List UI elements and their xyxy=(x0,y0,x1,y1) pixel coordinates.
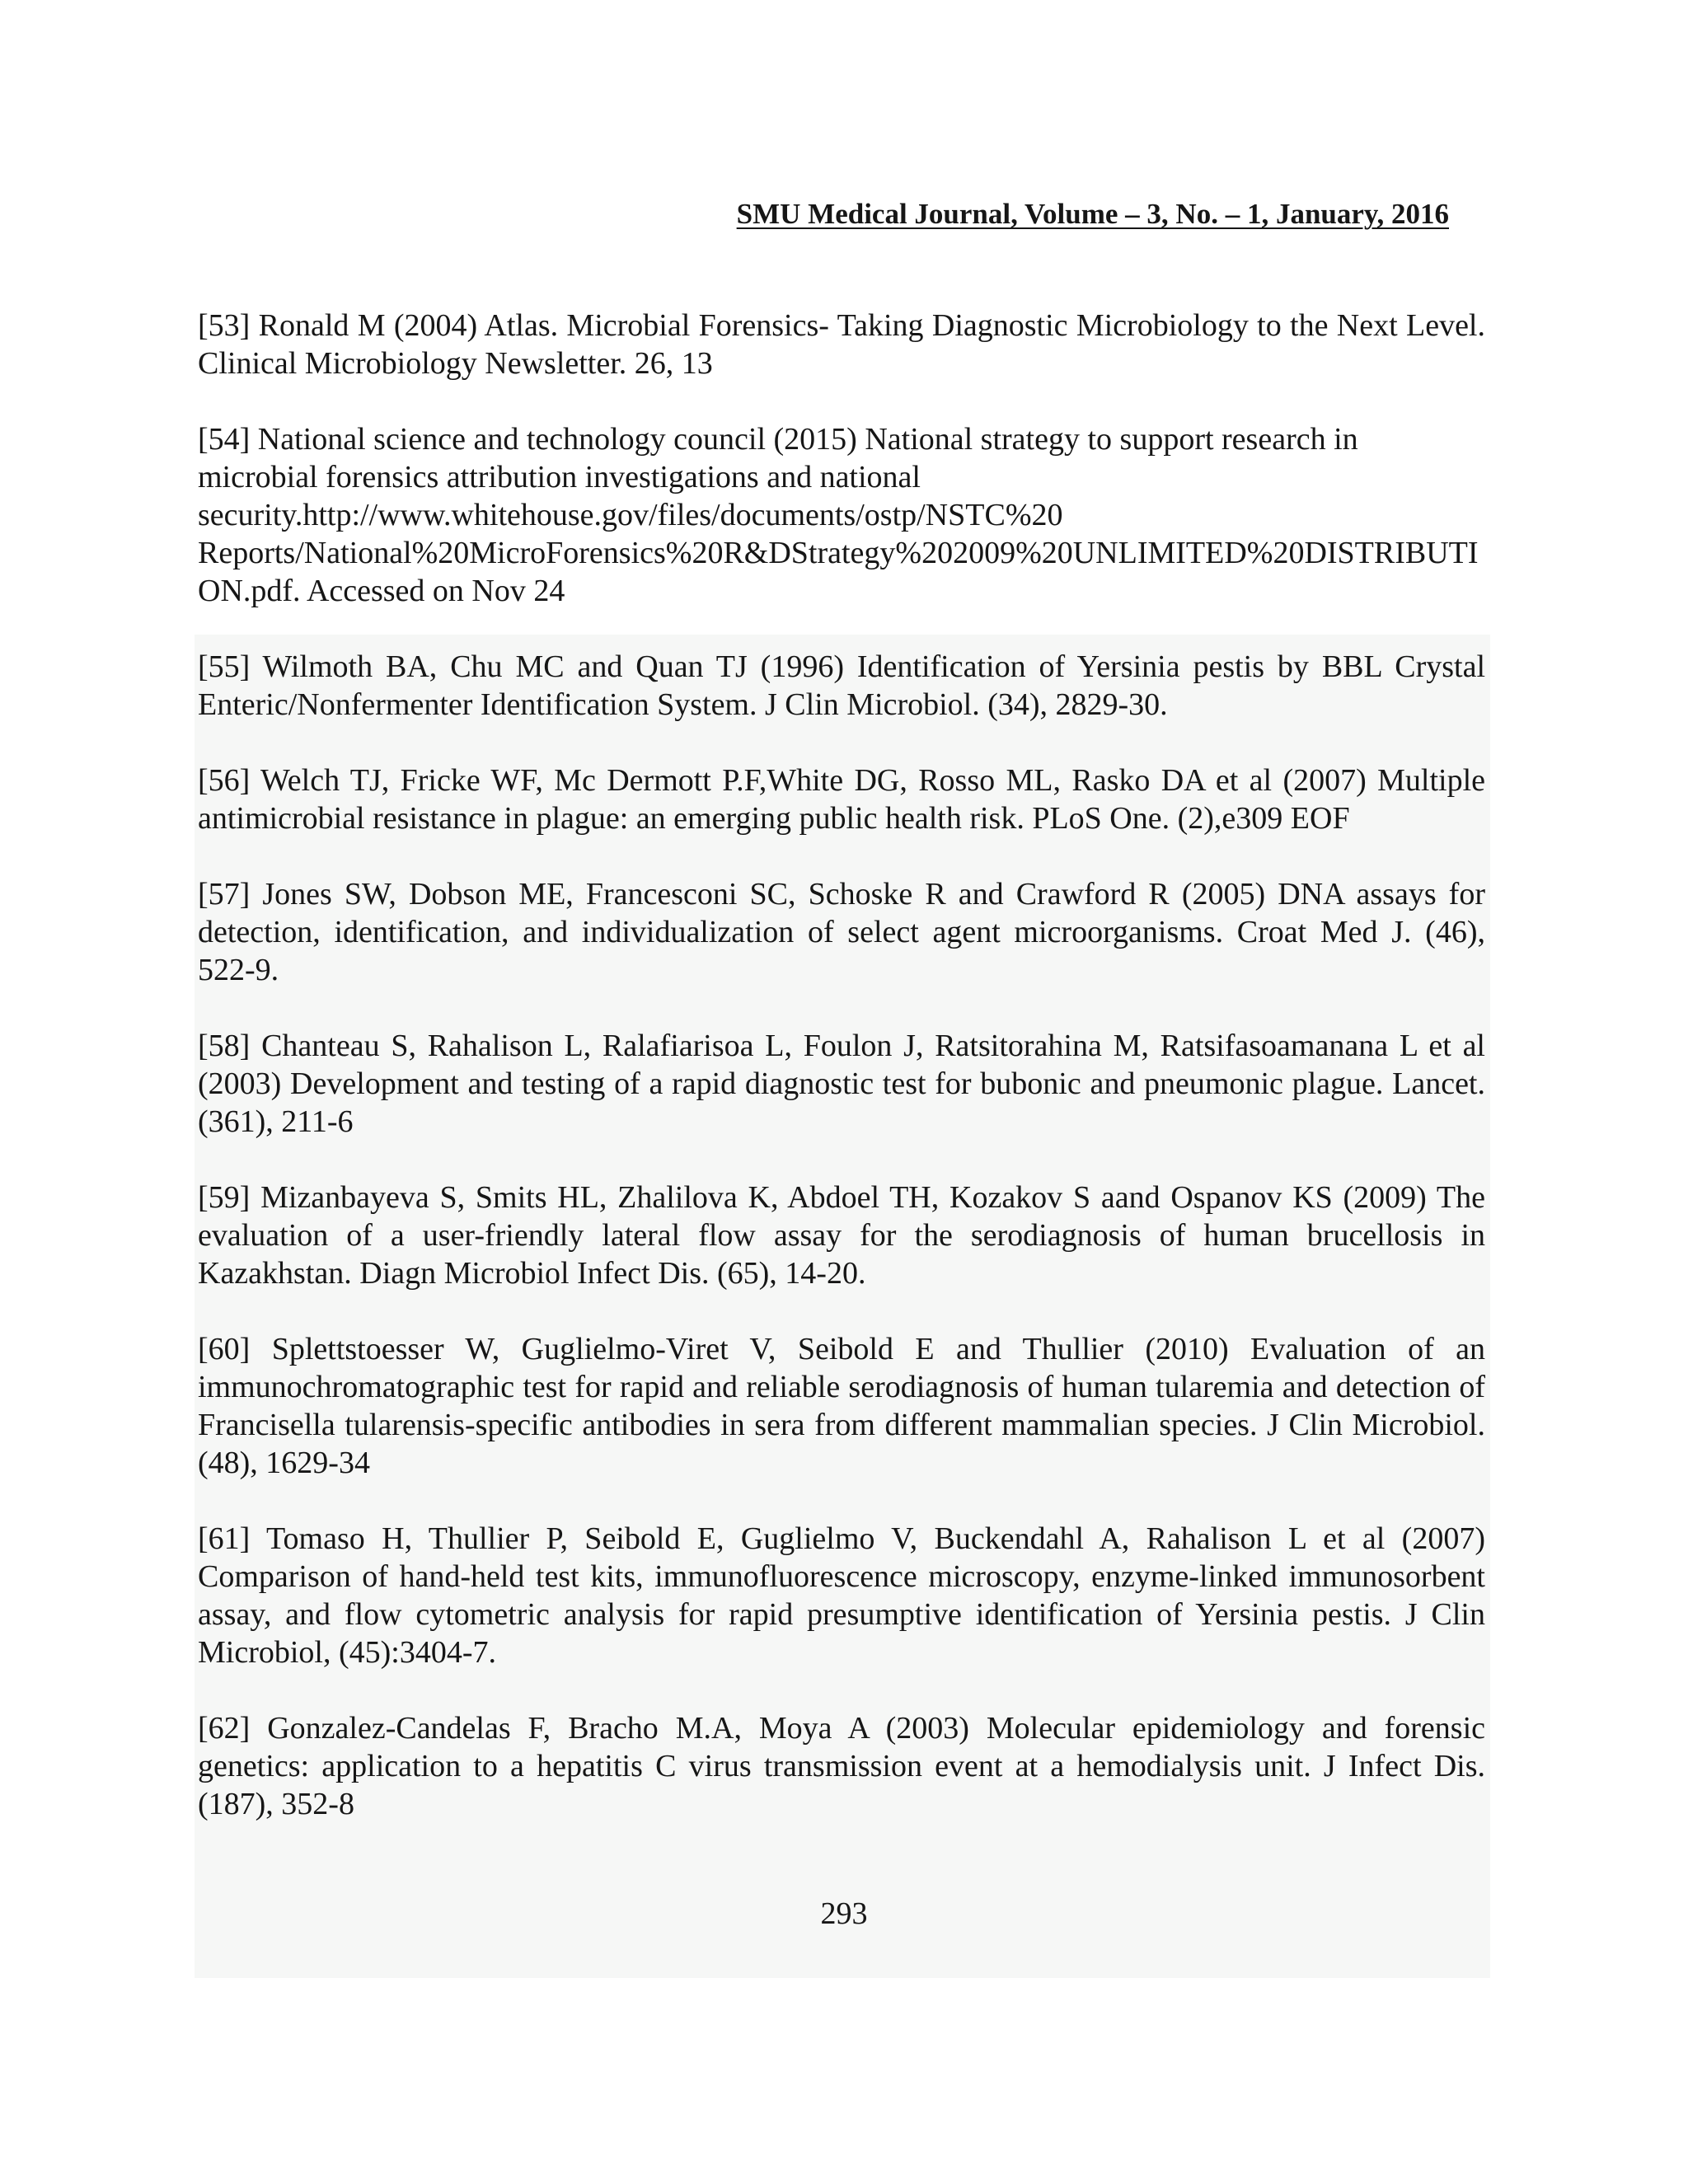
reference-58: [58] Chanteau S, Rahalison L, Ralafiarisoa L, Foulon J, Ratsitorahina M, Ratsifasoamanana L et al (2003) Development and testing of a rapid diagnostic test for bubonic and pneumonic plague. Lancet. (361), 211-6 xyxy=(198,1029,1485,1139)
reference-54: [54] National science and technology council (2015) National strategy to support research in microbial forensics attribution investigations and national security.http://www.whitehouse.gov/files/documents/ostp/NSTC%20 Reports/National%20MicroForensics%20R&DStrategy%202009%20UNLIMITED%20DISTRIBUTION.pdf. Accessed on Nov 24 xyxy=(198,422,1479,608)
reference-59: [59] Mizanbayeva S, Smits HL, Zhalilova K, Abdoel TH, Kozakov S aand Ospanov KS (2009) The evaluation of a user-friendly lateral flow assay for the serodiagnosis of human brucellosis in Kazakhstan. Diagn Microbiol Infect Dis. (65), 14-20. xyxy=(198,1180,1485,1291)
reference-62: [62] Gonzalez-Candelas F, Bracho M.A, Moya A (2003) Molecular epidemiology and forensic genetics: application to a hepatitis C virus transmission event at a hemodialysis unit. J Infect Dis. (187), 352-8 xyxy=(198,1711,1485,1821)
reference-53: [53] Ronald M (2004) Atlas. Microbial Forensics- Taking Diagnostic Microbiology to the Next Level. Clinical Microbiology Newsletter. 26, 13 xyxy=(198,308,1485,381)
reference-56: [56] Welch TJ, Fricke WF, Mc Dermott P.F,White DG, Rosso ML, Rasko DA et al (2007) Multiple antimicrobial resistance in plague: an emerging public health risk. PLoS One. (2),e309 EOF xyxy=(198,763,1485,836)
page-number: 293 xyxy=(820,1896,868,1931)
journal-running-header: SMU Medical Journal, Volume – 3, No. – 1, January, 2016 xyxy=(736,198,1449,230)
reference-57: [57] Jones SW, Dobson ME, Francesconi SC, Schoske R and Crawford R (2005) DNA assays for detection, identification, and individualization of select agent microorganisms. Croat Med J. (46), 522-9. xyxy=(198,877,1485,987)
reference-61: [61] Tomaso H, Thullier P, Seibold E, Guglielmo V, Buckendahl A, Rahalison L et al (2007) Comparison of hand-held test kits, immunofluorescence microscopy, enzyme-linked immunosorbent assay, and flow cytometric analysis for rapid presumptive identification of Yersinia pestis. J Clin Microbiol, (45):3404-7. xyxy=(198,1521,1485,1670)
reference-55: [55] Wilmoth BA, Chu MC and Quan TJ (1996) Identification of Yersinia pestis by BBL Crystal Enteric/Nonfermenter Identification System. J Clin Microbiol. (34), 2829-30. xyxy=(198,649,1485,722)
reference-list xyxy=(198,307,1485,1861)
reference-60: [60] Splettstoesser W, Guglielmo-Viret V, Seibold E and Thullier (2010) Evaluation of an immunochromatographic test for rapid and reliable serodiagnosis of human tularemia and detection of Francisella tularensis-specific antibodies in sera from different mammalian species. J Clin Microbiol. (48), 1629-34 xyxy=(198,1332,1485,1480)
